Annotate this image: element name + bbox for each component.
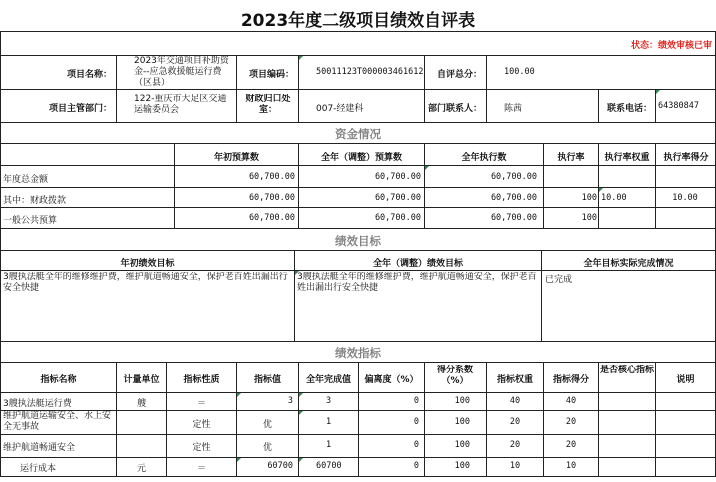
project-code-label: 项目编码： [248,70,294,80]
score-label: 自评总分： [436,70,482,80]
score-value: 100.00 [504,67,535,77]
indicators-header: 全年完成值 [305,375,351,385]
indicator-value: 3 [287,396,293,406]
goals-adjusted: 3艘执法艇全年的维修维护费，维护航道畅通安全，保护老百姓出漏出行安全快捷 [297,272,537,293]
funds-cell: 60,700.00 [248,172,295,182]
indicators-header: 指标权重 [496,375,533,385]
funds-cell: 60,700.00 [490,193,537,203]
indicator-done: 1 [325,417,332,427]
indicator-score: 40 [565,396,577,406]
indicator-done: 60700 [316,461,342,471]
indicator-name: 3艘执法艇运行费 [3,399,72,409]
indicators-header: 是否核心指标 [600,365,654,375]
contact-label: 部门联系人： [427,104,482,114]
funds-cell: 60,700.00 [490,213,537,223]
indicator-unit: 艘 [136,399,146,409]
indicators-header: 指标名称 [40,375,77,385]
indicator-score: 10 [565,461,577,471]
goals-header: 全年（调整）绩效目标 [372,259,463,269]
indicator-coef: 100 [454,440,470,450]
funds-cell: 60,700.00 [374,193,421,203]
indicators-header: 偏离度（%） [364,375,419,385]
cell-marker-icon [237,393,241,397]
indicator-coef: 100 [454,461,470,471]
indicators-header: 说明 [676,375,695,385]
funds-header: 全年执行数 [461,153,507,163]
indicator-dev: 0 [413,417,419,427]
indicator-name: 维护航道畅通安全 [3,443,76,453]
indicator-done: 1 [325,440,332,450]
cell-marker-icon [237,458,241,462]
page-title: 2023年度二级项目绩效自评表 [240,11,476,31]
indicator-nature: 定性 [192,420,211,430]
goals-header: 年初绩效目标 [120,259,175,269]
funds-row-name: 年度总金额 [3,175,49,185]
funds-header: 全年（调整）预算数 [320,153,402,163]
indicators-header: 计量单位 [123,375,160,385]
cell-marker-icon [425,166,429,170]
project-code: 50011123T000003461612 [316,67,424,77]
contact-value: 陈茜 [504,104,523,114]
office-value: 007-经建科 [316,104,364,114]
cell-marker-icon [295,271,299,275]
funds-cell: 10.00 [672,193,698,203]
indicator-value: 60700 [267,461,293,471]
project-name: 2023年交通项目补助资金--应急救援艇运行费（区县） [134,56,229,88]
cell-marker-icon [299,411,303,415]
indicator-weight: 40 [509,396,521,406]
indicators-section-title: 绩效指标 [335,346,381,360]
indicator-nature: ＝ [196,464,206,474]
indicators-header: 指标得分 [552,375,589,385]
indicator-coef: 100 [454,417,470,427]
goals-section-title: 绩效目标 [335,234,381,248]
phone-value: 64380847 [658,101,699,111]
goals-initial: 3艘执法艇全年的维修维护费，维护航道畅通安全，保护老百姓出漏出行安全快捷 [3,272,288,293]
indicator-value: 优 [262,443,272,453]
indicator-weight: 20 [509,417,521,427]
funds-cell: 10.00 [601,193,627,203]
funds-row-name: 其中：财政拨款 [3,196,67,206]
indicator-dev: 0 [413,396,419,406]
indicator-score: 20 [565,417,577,427]
indicator-weight: 10 [509,461,521,471]
phone-label: 联系电话： [606,104,652,114]
funds-cell: 60,700.00 [490,172,537,182]
goals-header: 全年目标实际完成情况 [583,259,674,269]
funds-header: 执行率 [557,153,585,163]
funds-cell: 60,700.00 [374,172,421,182]
indicator-nature: ＝ [196,399,206,409]
cell-marker-icon [599,188,603,192]
funds-cell: 100 [581,193,597,203]
goals-actual: 已完成 [545,275,573,285]
indicator-weight: 20 [509,440,521,450]
funds-header: 执行率权重 [604,153,650,163]
indicator-done: 3 [325,396,332,406]
indicator-dev: 0 [413,461,419,471]
dept-label: 项目主管部门： [48,104,112,114]
funds-cell: 60,700.00 [248,193,295,203]
cell-marker-icon [299,393,303,397]
funds-cell: 100 [581,213,597,223]
indicator-coef: 100 [454,396,470,406]
project-name-label: 项目名称： [66,70,112,80]
funds-section-title: 资金情况 [335,127,381,141]
indicator-unit: 元 [136,464,146,474]
funds-cell: 60,700.00 [248,213,295,223]
indicator-name: 维护航道运输安全、水上安全无事故 [3,411,112,432]
indicators-header: 得分系数（%） [436,365,473,386]
indicators-header: 指标性质 [183,375,220,385]
office-label: 财政归口处室： [245,94,291,115]
cell-marker-icon [299,56,303,60]
indicators-header: 指标值 [253,375,281,385]
funds-header: 执行率得分 [663,153,709,163]
funds-header: 年初预算数 [213,153,259,163]
funds-cell: 60,700.00 [374,213,421,223]
cell-marker-icon [299,458,303,462]
dept-value: 122-重庆市大足区交通运输委员会 [134,94,227,115]
status-badge: 状态：绩效审核已审 [630,41,712,51]
indicator-nature: 定性 [192,443,211,453]
cell-marker-icon [656,90,660,94]
indicator-score: 20 [565,440,577,450]
indicator-value: 优 [262,420,272,430]
funds-row-name: 一般公共预算 [3,216,58,226]
indicator-dev: 0 [413,440,419,450]
indicator-name: 运行成本 [20,464,57,474]
